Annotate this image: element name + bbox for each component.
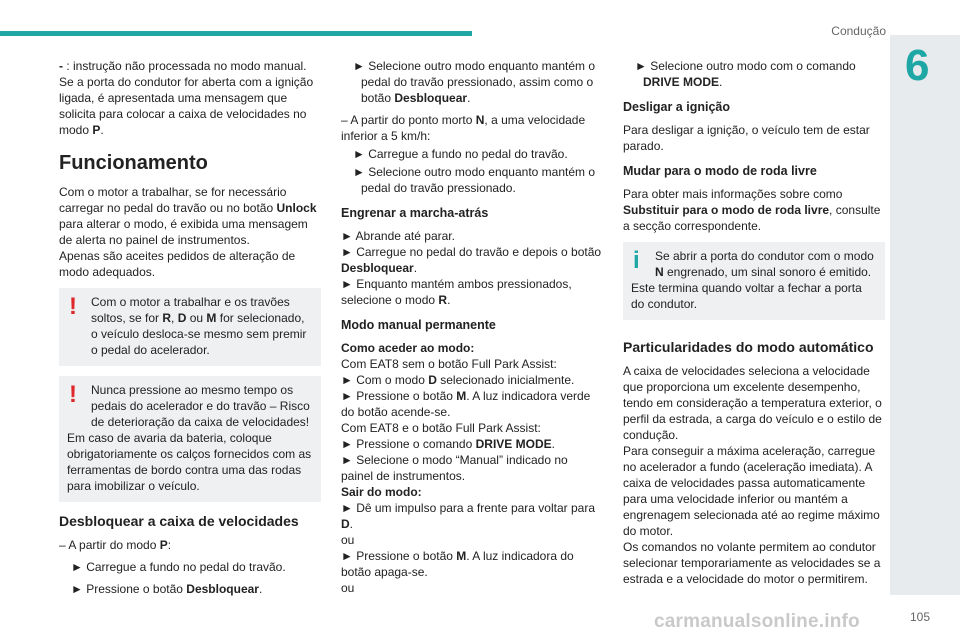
continuation-step: ► Selecione outro modo com o comando DRIVE MODE.: [635, 59, 856, 89]
section-title: Condução: [831, 24, 886, 38]
desligar-paragraph: Para desligar a ignição, o veículo tem de estar parado.: [623, 123, 870, 153]
heading-roda-livre: Mudar para o modo de roda livre: [623, 164, 817, 178]
column-2: [341, 58, 603, 602]
heading-desligar-ignicao: Desligar a ignição: [623, 100, 730, 114]
roda-livre-paragraph: Para obter mais informações sobre como Substituir para o modo de roda livre, consulte a secção correspondente.: [623, 187, 881, 233]
column-3: [623, 58, 885, 593]
manual-steps: Como aceder ao modo: Com EAT8 sem o botão Full Park Assist: ► Com o modo D selecionado inicialmente. ► Pressione o botão M. A luz indicadora verde do botão acende-se. Com EAT8 e o botão Full Park Assist: ► Pressione o comando DRIVE MODE. ► Selecione o modo “Manual” indicado no painel de instrumentos. Sair do modo: ► Dê um impulso para a frente para voltar para D. ou ► Pressione o botão M. A luz indicadora do botão apaga-se. ou: [341, 341, 595, 595]
watermark: carmanualsonline.info: [654, 611, 860, 632]
marcha-steps: ► Abrande até parar. ► Carregue no pedal do travão e depois o botão Desbloquear. ► Enquanto mantém ambos pressionados, selecione o modo R.: [341, 229, 602, 307]
info-icon: i: [633, 247, 640, 274]
heading-funcionamento: Funcionamento: [59, 152, 208, 174]
ponto-step: ► Carregue a fundo no pedal do travão.: [353, 147, 568, 161]
chapter-tab: [890, 35, 960, 595]
heading-marcha-atras: Engrenar a marcha-atrás: [341, 206, 489, 220]
heading-modo-manual: Modo manual permanente: [341, 318, 496, 332]
exclamation-warning-icon: !: [69, 293, 77, 320]
warning-box-1: ! Com o motor a trabalhar e os travões soltos, se for R, D ou M for selecionado, o veículo desloca-se mesmo sem premir o pedal do acelerador.: [59, 288, 321, 366]
desbloquear-step: ► Carregue a fundo no pedal do travão.: [71, 560, 286, 574]
chapter-number: 6: [905, 41, 930, 90]
exclamation-warning-icon: !: [69, 381, 77, 408]
header-accent-bar: [0, 31, 472, 36]
heading-desbloquear: Desbloquear a caixa de velocidades: [59, 513, 299, 529]
page-number: 105: [909, 610, 930, 624]
ponto-morto-paragraph: – A partir do ponto morto N, a uma velocidade inferior a 5 km/h:: [341, 113, 586, 143]
column-1: [59, 58, 321, 603]
func-paragraph: Com o motor a trabalhar, se for necessário carregar no pedal do travão ou no botão Unlock para alterar o modo, é exibida uma mensagem de alerta no painel de instrumentos. Apenas são aceites pedidos de alteração de modo adequados.: [59, 185, 317, 279]
intro-paragraph: - : instrução não processada no modo manual. Se a porta do condutor for aberta com a ignição ligada, é apresentada uma mensagem que solicita para colocar a caixa de velocidades no modo P.: [59, 59, 314, 137]
ponto-step: ► Selecione outro modo enquanto mantém o pedal do travão pressionado.: [353, 165, 596, 195]
warning-box-2: ! Nunca pressione ao mesmo tempo os pedais do acelerador e do travão – Risco de deterioração da caixa de velocidades! Em caso de avaria da bateria, coloque obrigatoriamente os calços fornecidos com as ferramentas de bordo contra uma das rodas para imobilizar o veículo.: [59, 376, 321, 502]
auto-paragraph: A caixa de velocidades seleciona a velocidade que proporciona um excelente desempenho, tendo em consideração a temperatura exterior, o perfil da estrada, a carga do veículo e o estilo de condução. Para conseguir a máxima aceleração, carregue no acelerador a fundo (aceleração imediata). A caixa de velocidades passa automaticamente para uma velocidade inferior ou mantém a engrenagem selecionada até ao regime máximo do motor. Os comandos no volante permitem ao condutor selecionar temporariamente as velocidades se a estrada e a velocidade do motor o permitirem.: [623, 364, 882, 586]
desbloquear-step: ► Pressione o botão Desbloquear.: [71, 582, 263, 596]
info-box: i Se abrir a porta do condutor com o modo N engrenado, um sinal sonoro é emitido. Este termina quando voltar a fechar a porta do condutor.: [623, 242, 885, 320]
continuation-step: ► Selecione outro modo enquanto mantém o pedal do travão pressionado, assim como o botão Desbloquear.: [353, 59, 596, 105]
heading-modo-automatico: Particularidades do modo automático: [623, 339, 874, 355]
desbloquear-steps: – A partir do modo P:: [59, 538, 172, 552]
